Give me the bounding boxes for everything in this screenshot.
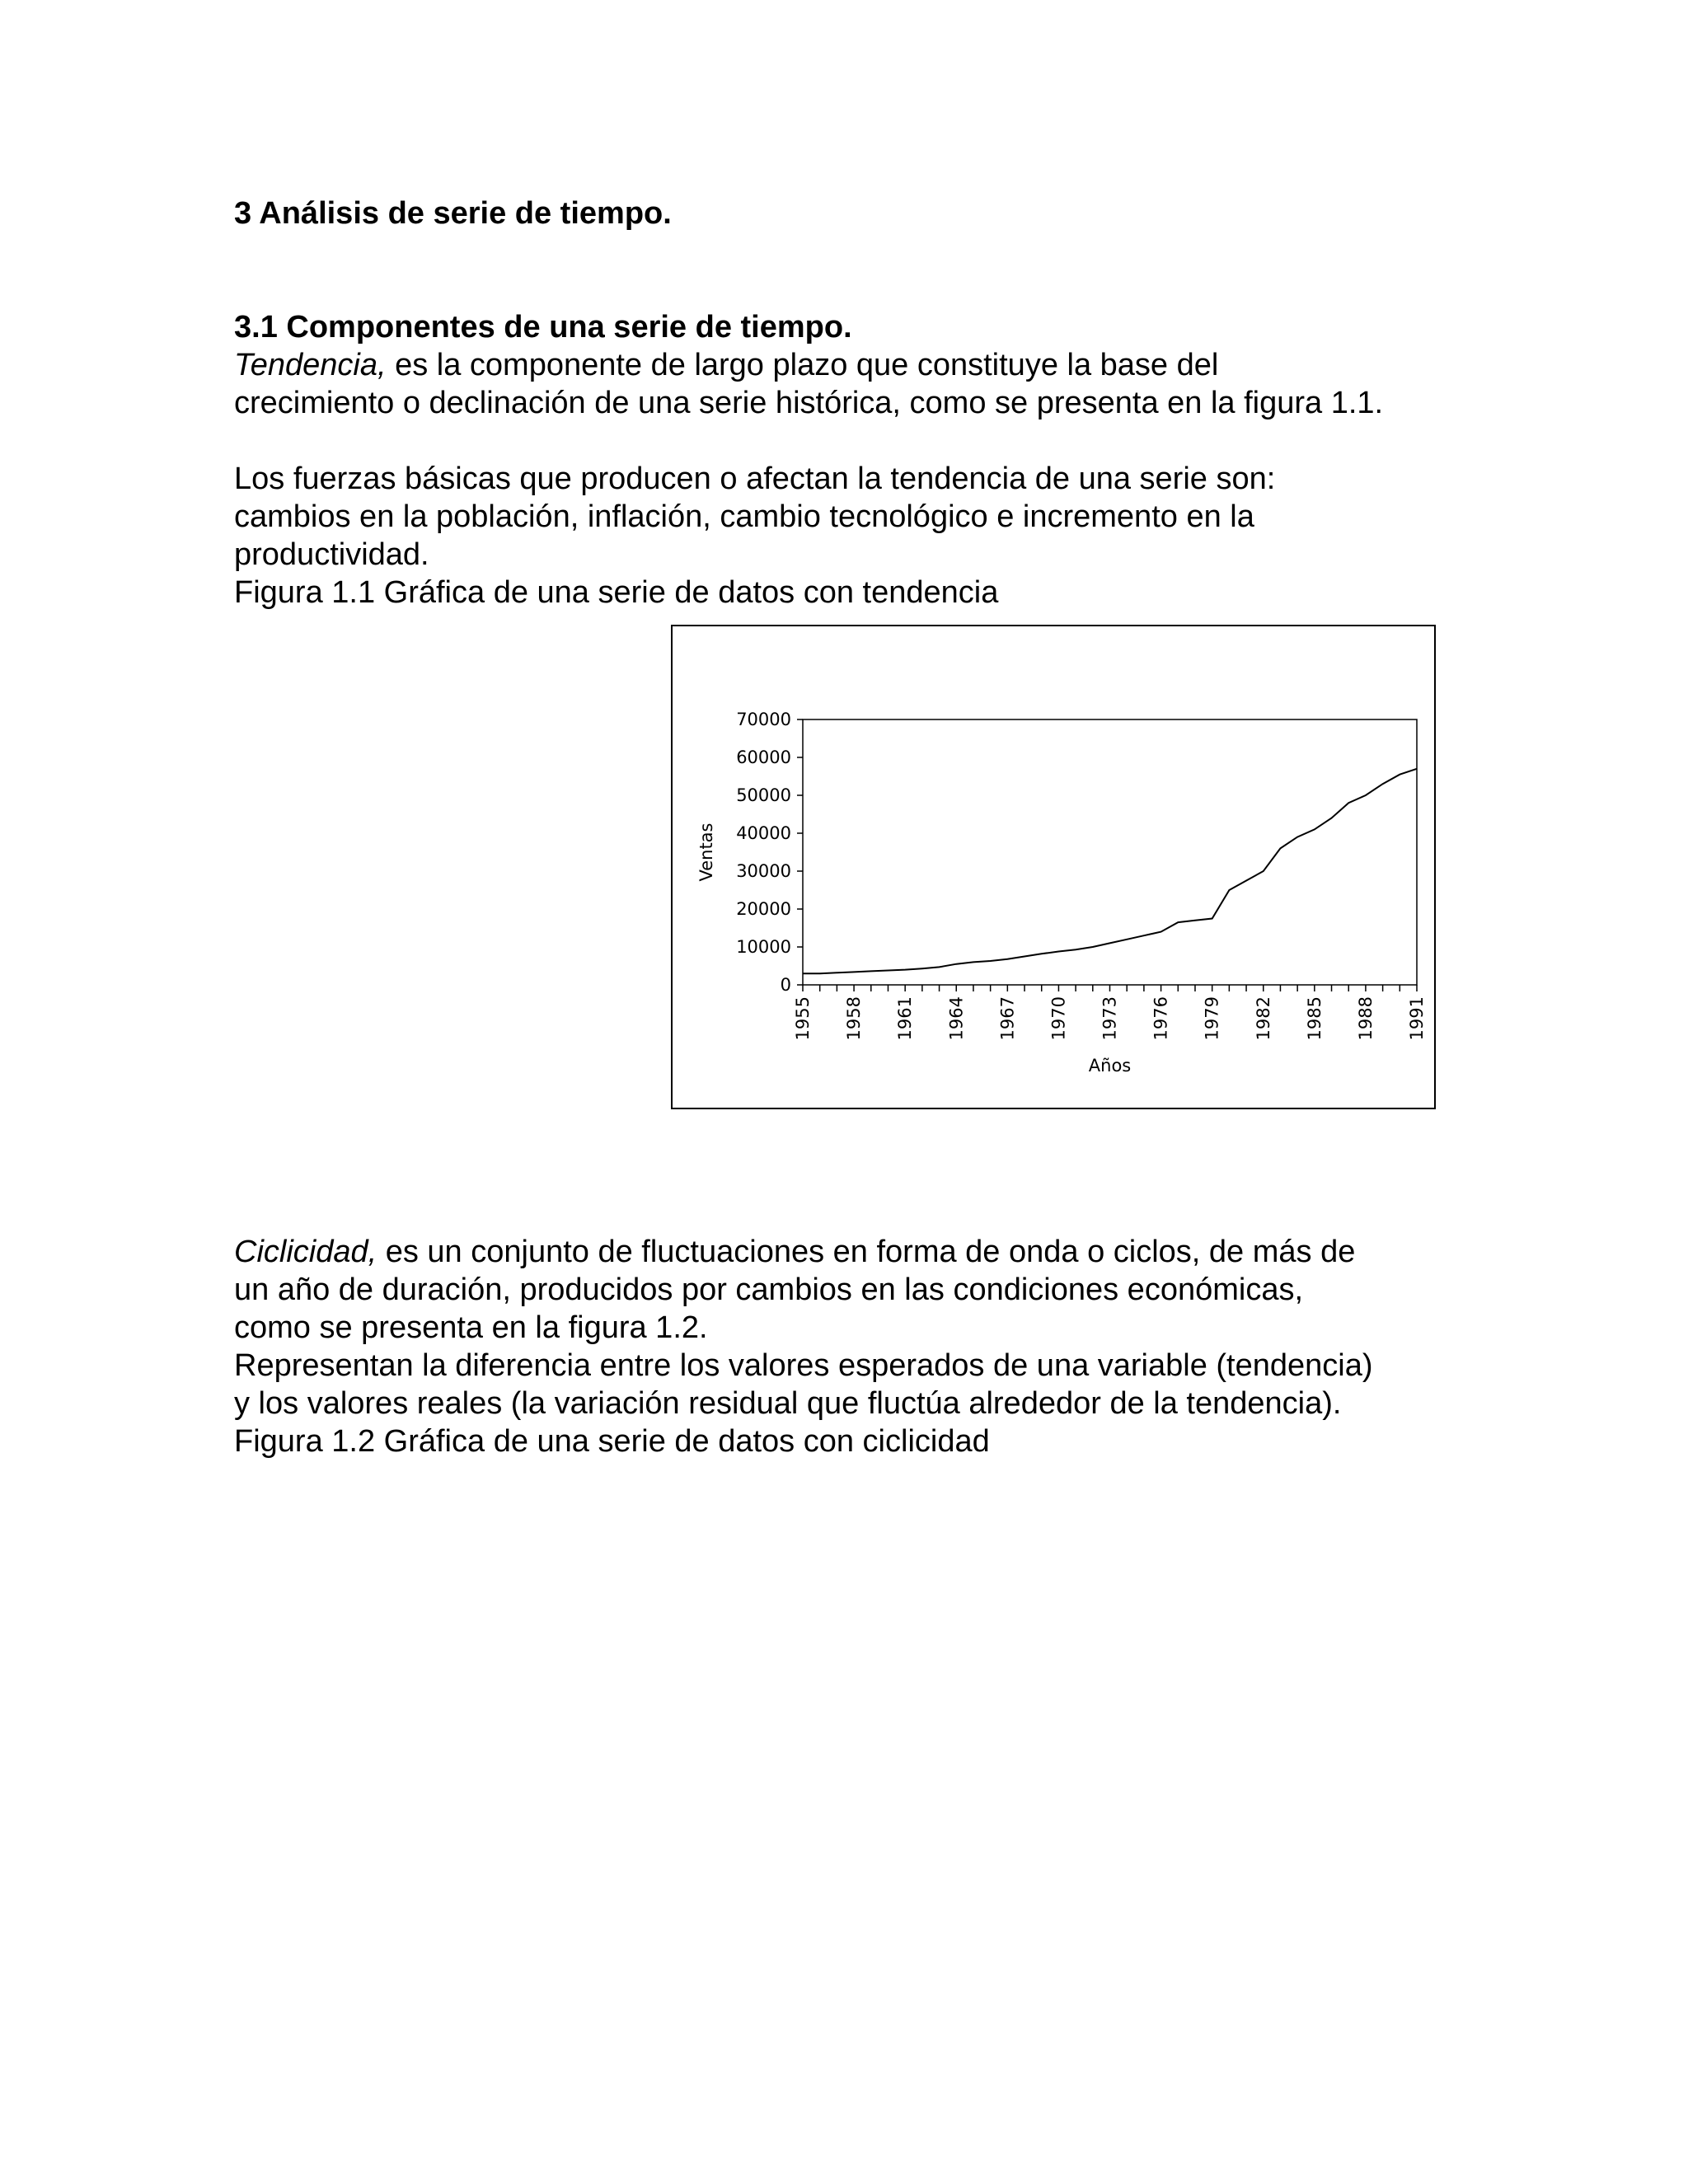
figure-1-chart <box>673 626 1434 1108</box>
y-tick-label: 20000 <box>736 899 791 919</box>
tendencia-line-1-rest: es la componente de largo plazo que constituye la base del <box>386 348 1219 382</box>
x-tick-label: 1976 <box>1151 996 1171 1041</box>
ciclicidad-term: Ciclicidad, <box>234 1235 377 1269</box>
figure-1-caption: Figura 1.1 Gráfica de una serie de datos con tendencia <box>234 575 999 610</box>
section-heading: 3 Análisis de serie de tiempo. <box>234 196 672 231</box>
tendencia-line-1 <box>234 346 1218 384</box>
ciclicidad-line-2: un año de duración, producidos por cambios en las condiciones económicas, <box>234 1272 1304 1307</box>
x-tick-label: 1985 <box>1304 996 1325 1041</box>
plot-area-frame <box>803 719 1417 985</box>
ciclicidad-line-5: y los valores reales (la variación residual que fluctúa alrededor de la tendencia). <box>234 1386 1342 1421</box>
figure-1-chart-frame <box>671 625 1436 1109</box>
ciclicidad-line-1 <box>234 1233 1355 1271</box>
y-tick-label: 60000 <box>736 748 791 767</box>
x-tick-label: 1991 <box>1407 996 1427 1041</box>
tendencia-line-2: crecimiento o declinación de una serie histórica, como se presenta en la figura 1.1. <box>234 386 1384 420</box>
y-tick-label: 70000 <box>736 710 791 729</box>
x-tick-label: 1967 <box>997 996 1018 1041</box>
x-tick-label: 1955 <box>793 996 813 1041</box>
fuerzas-line-2: cambios en la población, inflación, cambio tecnológico e incremento en la <box>234 499 1254 534</box>
x-axis-label: Años <box>1088 1056 1132 1076</box>
y-tick-label: 40000 <box>736 823 791 843</box>
x-tick-label: 1970 <box>1048 996 1069 1041</box>
x-tick-label: 1982 <box>1253 996 1273 1041</box>
x-tick-label: 1964 <box>946 996 967 1041</box>
y-tick-label: 30000 <box>736 861 791 881</box>
x-tick-label: 1973 <box>1100 996 1120 1041</box>
y-tick-label: 0 <box>780 975 791 995</box>
fuerzas-line-1: Los fuerzas básicas que producen o afectan la tendencia de una serie son: <box>234 462 1276 496</box>
x-tick-label: 1961 <box>895 996 916 1041</box>
y-tick-label: 50000 <box>736 785 791 805</box>
y-axis-label: Ventas <box>696 823 716 882</box>
x-tick-label: 1958 <box>844 996 865 1041</box>
ciclicidad-line-4: Representan la diferencia entre los valores esperados de una variable (tendencia) <box>234 1348 1373 1383</box>
fuerzas-line-3: productividad. <box>234 537 429 572</box>
y-tick-label: 10000 <box>736 937 791 957</box>
tendencia-term: Tendencia, <box>234 348 387 382</box>
x-tick-label: 1988 <box>1355 996 1376 1041</box>
ciclicidad-line-3: como se presenta en la figura 1.2. <box>234 1310 708 1345</box>
y-axis-ticks <box>736 710 803 995</box>
x-axis-ticks <box>793 985 1427 1040</box>
figure-2-caption: Figura 1.2 Gráfica de una serie de datos con ciclicidad <box>234 1424 990 1459</box>
x-tick-label: 1979 <box>1202 996 1222 1041</box>
subsection-heading: 3.1 Componentes de una serie de tiempo. <box>234 310 852 344</box>
series-line-ventas <box>803 769 1417 973</box>
ciclicidad-line-1-rest: es un conjunto de fluctuaciones en forma de onda o ciclos, de más de <box>377 1235 1356 1269</box>
